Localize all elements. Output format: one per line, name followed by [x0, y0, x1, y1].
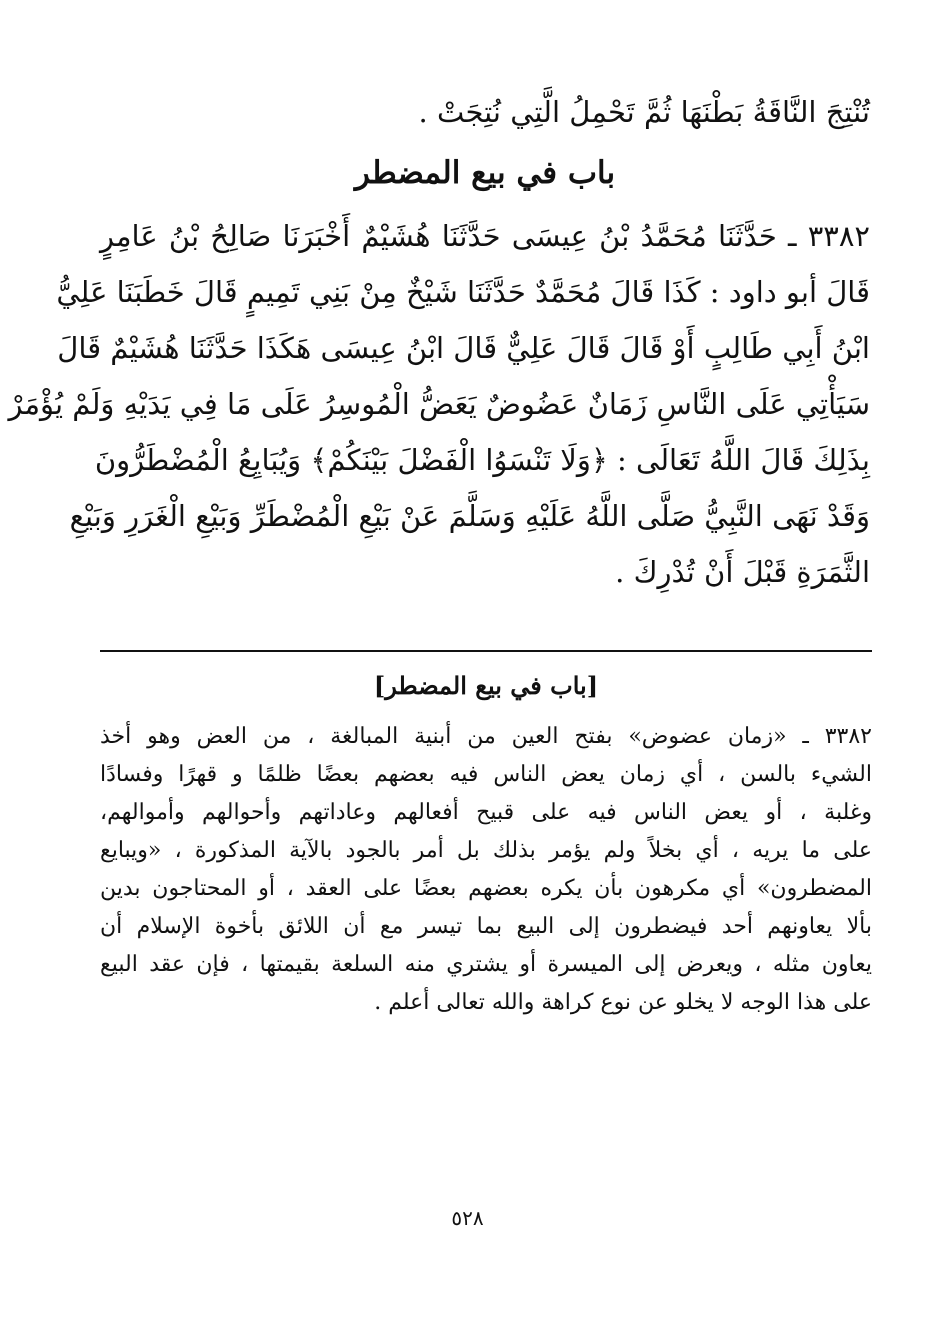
commentary-section [100, 660, 872, 1022]
section-divider [100, 650, 872, 652]
opening-line: تُنْتِجَ النَّاقَةُ بَطْنَهَا ثُمَّ تَحْمِلُ الَّتِي نُتِجَتْ . [418, 95, 870, 129]
hadith-section [8, 84, 870, 600]
hadith-line: وَقَدْ نَهَى النَّبِيُّ صَلَّى اللَّهُ عَلَيْهِ وَسَلَّمَ عَنْ بَيْعِ الْمُضْطَرِّ وَبَيْعِ الْغَرَرِ وَبَيْعِ [69, 499, 870, 533]
hadith-line: بِذَلِكَ قَالَ اللَّهُ تَعَالَى : ﴿وَلَا تَنْسَوُا الْفَضْلَ بَيْنَكُمْ﴾ وَيُبَايِعُ الْمُضْطَرُّونَ [94, 443, 870, 477]
hadith-line: سَيَأْتِي عَلَى النَّاسِ زَمَانٌ عَضُوضٌ يَعَضُّ الْمُوسِرُ عَلَى مَا فِي يَدَيْهِ وَلَمْ يُؤْمَرْ [8, 387, 870, 421]
hadith-bab-title: باب في بيع المضطر [354, 155, 616, 191]
hadith-line: ٣٣٨٢ ـ حَدَّثَنَا مُحَمَّدُ بْنُ عِيسَى حَدَّثَنَا هُشَيْمٌ أَخْبَرَنَا صَالِحُ بْنُ عَامِرٍ [100, 219, 870, 253]
commentary-line: يعاون مثله ، ويعرض إلى الميسرة أو يشتري منه السلعة بقيمتها ، فإن عقد البيع [100, 952, 872, 977]
commentary-line: ٣٣٨٢ ـ «زمان عضوض» بفتح العين من أبنية المبالغة ، من العض وهو أخذ [100, 724, 872, 749]
commentary-line: المضطرون» أي مكرهون بأن يكره بعضهم بعضًا على العقد ، أو المحتاجون بدين [100, 876, 872, 901]
hadith-line: الثَّمَرَةِ قَبْلَ أَنْ تُدْرِكَ . [615, 555, 870, 589]
commentary-line: بألا يعاونهم أحد فيضطرون إلى البيع بما تيسر مع أن اللائق بأخوة الإسلام أن [100, 914, 872, 939]
hadith-line: قَالَ أبو داود : كَذَا قَالَ مُحَمَّدٌ حَدَّثَنَا شَيْخٌ مِنْ بَنِي تَمِيمٍ قَالَ خَطَبَنَا عَلِيُّ [56, 275, 870, 309]
commentary-line: على هذا الوجه لا يخلو عن نوع كراهة والله تعالى أعلم . [374, 990, 872, 1015]
commentary-line: وغلبة ، أو يعض الناس فيه على قبيح أفعالهم وعاداتهم وأحوالهم وأموالهم، [100, 800, 872, 825]
commentary-bab-title: [باب في بيع المضطر] [373, 671, 599, 700]
commentary-line: الشيء بالسن ، أي زمان يعض الناس فيه بعضهم بعضًا ظلمًا و قهرًا وفسادًا [100, 762, 872, 787]
commentary-line: على ما يريه ، أي بخلاً ولم يؤمر بذلك بل أمر بالجود بالآية المذكورة ، «ويبايع [100, 838, 872, 863]
page-number: ٥٢٨ [451, 1206, 484, 1230]
hadith-line: ابْنُ أَبِي طَالِبٍ أَوْ قَالَ قَالَ عَلِيٌّ قَالَ ابْنُ عِيسَى هَكَذَا حَدَّثَنَا هُشَيْمٌ قَالَ [57, 331, 870, 365]
